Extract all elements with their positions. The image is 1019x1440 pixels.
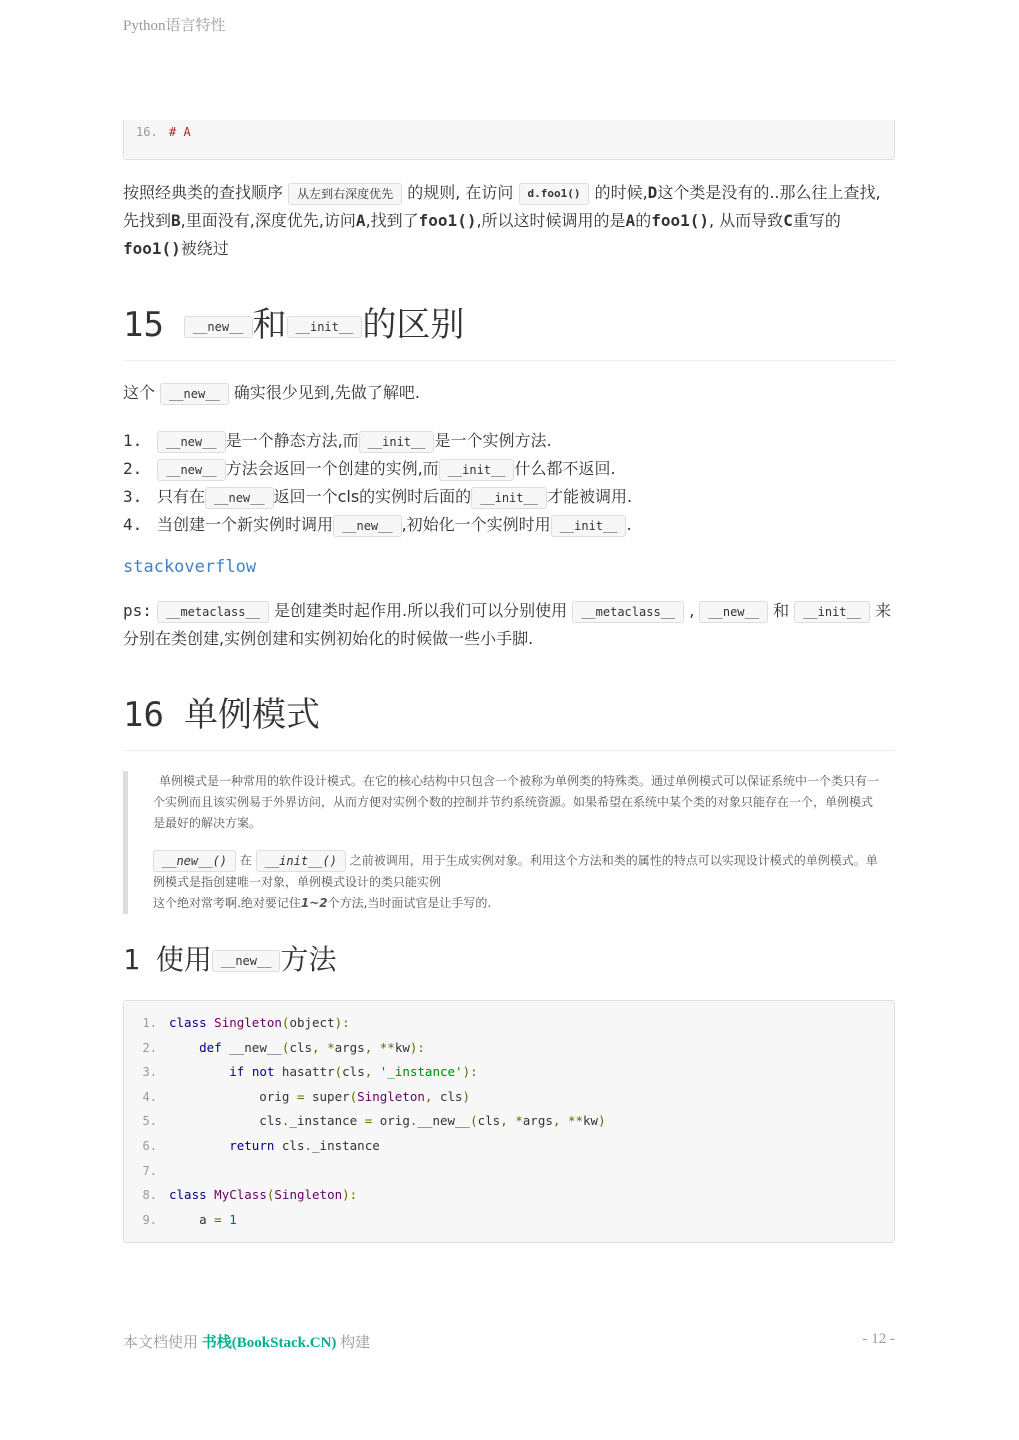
text: 返回一个cls的实例时后面的	[273, 487, 472, 506]
section-15-heading	[123, 297, 895, 361]
document-content	[123, 120, 895, 1243]
inline-code: __init__	[471, 487, 547, 509]
line-number: 1.	[142, 1016, 157, 1030]
section-number: 15	[123, 305, 164, 345]
heading-text: 单例模式	[183, 695, 320, 735]
section-number: 16	[123, 695, 164, 735]
section-15-intro	[123, 379, 895, 407]
ps-label: ps:	[123, 601, 152, 620]
footer-text: 本文档使用	[123, 1335, 199, 1351]
heading-text: 的区别	[362, 305, 465, 345]
inline-code: __init__	[439, 459, 515, 481]
page-number: - 12 -	[862, 1331, 895, 1347]
inline-code: __metaclass__	[572, 601, 684, 623]
text: .	[626, 515, 632, 534]
line-number: 7.	[142, 1163, 157, 1178]
text: 这个	[123, 383, 156, 402]
text: , 从而导致	[709, 211, 784, 230]
text: 什么都不返回.	[514, 459, 616, 478]
text: ,所以这时候调用的是	[476, 211, 626, 230]
line-number: 6.	[142, 1138, 157, 1153]
code-line: 4. orig = super(Singleton, cls)	[136, 1085, 882, 1110]
text: 重写的	[792, 211, 841, 230]
bold-text: foo1()	[123, 239, 181, 258]
inline-code: __new__	[157, 431, 226, 453]
inline-code: __metaclass__	[157, 601, 269, 623]
code-line: 2. def __new__(cls, *args, **kw):	[136, 1036, 882, 1061]
code-line: 8. class MyClass(Singleton):	[136, 1183, 882, 1208]
text: ,初始化一个实例时用	[401, 515, 551, 534]
bold-text: foo1()	[651, 211, 709, 230]
line-number: 8.	[142, 1188, 157, 1203]
ps-paragraph	[123, 597, 895, 653]
code-line: 9. a = 1	[136, 1208, 882, 1233]
inline-code: __new__	[157, 459, 226, 481]
footer-text: 构建	[340, 1335, 371, 1351]
list-item	[123, 511, 895, 539]
bold-text: B	[171, 211, 181, 230]
quote-paragraph: 单例模式是一种常用的软件设计模式。在它的核心结构中只包含一个被称为单例类的特殊类。通过单例模式可以保证系统中一个类只有一个实例而且该实例易于外界访问，从而方便对实例个数的控制并节约系统资源。如果希望在系统中某个类的对象只能存在一个，单例模式是最好的解决方案。	[153, 774, 880, 830]
quote-paragraph	[153, 893, 880, 914]
code-line: 5. cls._instance = orig.__new__(cls, *args, **kw)	[136, 1109, 882, 1134]
link-paragraph	[123, 557, 895, 577]
text: ,找到了	[365, 211, 419, 230]
text: 的时候,	[594, 183, 648, 202]
quote-paragraph	[153, 850, 880, 893]
text: 之前被调用，用于生成实例对象。利用这个方法和类的属性的特点可以实现设计模式的单例模式。单例模式是指创建唯一对象，单例模式设计的类只能实例	[153, 853, 878, 889]
code-line	[136, 1159, 882, 1184]
list-item	[123, 483, 895, 511]
stackoverflow-link[interactable]: stackoverflow	[123, 557, 257, 577]
section-number: 1	[123, 943, 140, 976]
inline-code: __init__	[551, 515, 627, 537]
text: 来分别在类创建,实例创建和实例初始化的时候做一些小手脚.	[123, 601, 892, 648]
inline-code: __init__	[794, 601, 870, 623]
text: 这个绝对常考啊.绝对要记住	[153, 896, 301, 910]
code-line: 1. class Singleton(object):	[136, 1011, 882, 1036]
line-number: 16.	[136, 125, 158, 139]
inline-code: __init__	[359, 431, 435, 453]
list-index: 4.	[123, 515, 143, 534]
text: 的	[635, 211, 652, 230]
text: 只有在	[157, 487, 206, 506]
list-index: 3.	[123, 487, 143, 506]
inline-code: d.foo1()	[519, 183, 590, 205]
section-16-heading	[123, 687, 895, 751]
list-item	[123, 455, 895, 483]
text: 这个类是没有的..那么往上查找,先找到	[123, 183, 881, 230]
line-number: 2.	[142, 1040, 157, 1055]
text: 的规则, 在访问	[407, 183, 514, 202]
line-number: 5.	[142, 1114, 157, 1129]
inline-code: __init__()	[256, 850, 346, 872]
paragraph-mro	[123, 179, 895, 263]
text: 方法会返回一个创建的实例,而	[225, 459, 439, 478]
text: 是创建类时起作用.所以我们可以分别使用	[274, 601, 568, 620]
inline-code: __new__	[699, 601, 768, 623]
page-footer	[123, 1331, 895, 1352]
code-fragment	[123, 120, 895, 160]
inline-code: __new__	[333, 515, 402, 537]
text: 才能被调用.	[546, 487, 633, 506]
text: 是一个实例方法.	[434, 431, 552, 450]
line-number: 9.	[142, 1212, 157, 1227]
text: 按照经典类的查找顺序	[123, 183, 284, 202]
list-index: 1.	[123, 431, 143, 450]
text: 和	[773, 601, 790, 620]
bold-text: C	[783, 211, 793, 230]
line-number: 3.	[142, 1065, 157, 1080]
text: 被绕过	[180, 239, 229, 258]
bold-text: A	[355, 211, 366, 230]
code-comment: # A	[169, 125, 191, 139]
emphasis-text: 1~2	[300, 896, 328, 910]
code-line: 3. if not hasattr(cls, '_instance'):	[136, 1060, 882, 1085]
singleton-description-quote	[123, 771, 895, 914]
code-line: 6. return cls._instance	[136, 1134, 882, 1159]
heading-text: 和	[252, 305, 287, 345]
text: 在	[239, 853, 252, 868]
inline-code: __new__	[212, 950, 281, 972]
list-item	[123, 427, 895, 455]
inline-code: __new__	[184, 316, 253, 338]
text: 个方法,当时面试官是让手写的.	[327, 896, 492, 910]
inline-code: __new__	[160, 383, 229, 405]
bold-text: A	[625, 211, 636, 230]
text: 当创建一个新实例时调用	[157, 515, 334, 534]
footer-brand-link[interactable]: 书栈(BookStack.CN)	[201, 1335, 337, 1351]
new-init-differences-list	[123, 427, 895, 539]
list-index: 2.	[123, 459, 143, 478]
text: ,里面没有,深度优先,访问	[180, 211, 356, 230]
heading-text: 方法	[280, 943, 337, 976]
inline-code: __init__	[287, 316, 363, 338]
text: ,	[689, 601, 695, 620]
text: 是一个静态方法,而	[225, 431, 359, 450]
heading-text: 使用	[155, 943, 212, 976]
bold-text: foo1()	[418, 211, 477, 230]
line-number: 4.	[142, 1089, 157, 1104]
subsection-1-heading	[123, 938, 895, 978]
page-header-title: Python语言特性	[123, 18, 226, 34]
text: 确实很少见到,先做了解吧.	[233, 383, 420, 402]
singleton-code-block	[123, 1000, 895, 1243]
inline-code: 从左到右深度优先	[288, 183, 402, 205]
bold-text: D	[647, 183, 658, 202]
inline-code: __new__	[205, 487, 274, 509]
inline-code: __new__()	[153, 850, 236, 872]
